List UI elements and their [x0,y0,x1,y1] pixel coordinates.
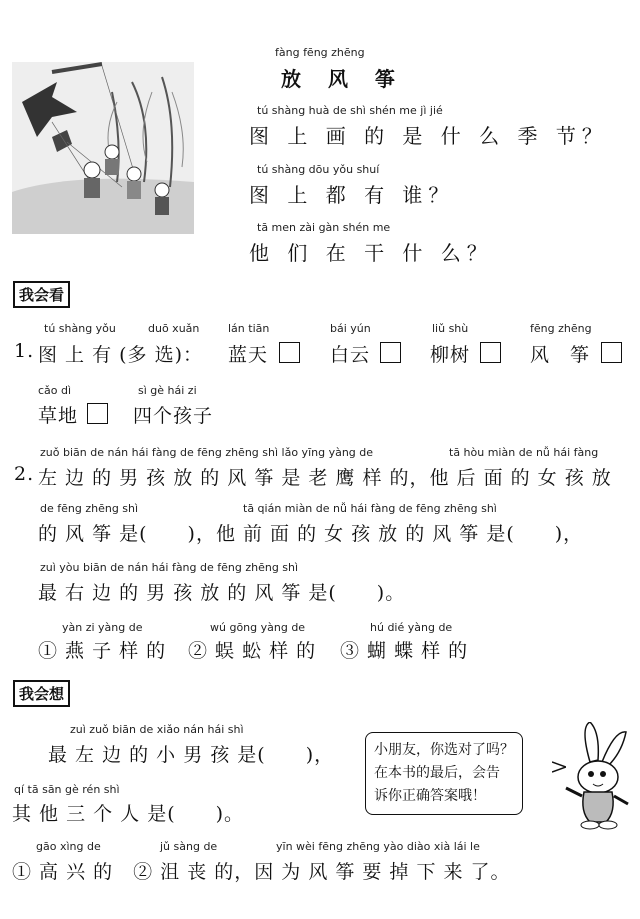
q1-opt-blue-sky: 蓝天 [228,344,269,366]
question-2-pinyin: tú shàng dōu yǒu shuí [257,163,380,176]
q1-checkbox-blue-sky[interactable] [279,342,300,363]
question-3-text: 他 们 在 干 什 么？ [249,241,493,265]
s2-line1-pinyin: zuì zuǒ biān de xiǎo nán hái shì [70,723,244,736]
q1-checkbox-white-cloud[interactable] [380,342,401,363]
q2-choice-3-pinyin: hú dié yàng de [370,621,453,634]
q2-line1-pinyin-a: zuǒ biān de nán hái fàng de fēng zhēng shì lǎo yīng yàng de [40,446,374,459]
q1-opt-grass: 草地 [38,405,79,427]
q2-line3-text: 最 右 边 的 男 孩 放 的 风 筝 是( )。 [38,582,406,604]
question-1-text: 图 上 画 的 是 什 么 季 节？ [249,124,608,148]
q1-lead: 图 上 有 (多 选)： [38,344,203,366]
q1-opt-kite: 风 筝 [530,344,591,366]
s2-line1-text: 最 左 边 的 小 男 孩 是( )， [48,744,335,766]
page-title: 放 风 筝 [281,67,405,91]
bubble-line-1: 小朋友，你选对了吗？ [374,742,514,758]
q1-opt-willow: 柳树 [430,344,471,366]
s2-line2-pinyin: qí tā sān gè rén shì [14,783,120,796]
q2-choice-3: ③ 蝴 蝶 样 的 [340,640,469,662]
q1-checkbox-grass[interactable] [87,403,108,424]
q2-line3-pinyin: zuì yòu biān de nán hái fàng de fēng zhēng shì [40,561,299,574]
q1-pinyin-c: lán tiān [228,322,270,335]
q1-pinyin-f: fēng zhēng [530,322,592,335]
question-2-text: 图 上 都 有 谁？ [249,183,455,207]
q1-pinyin-a: tú shàng yǒu [44,322,116,335]
title-pinyin: fàng fēng zhēng [275,46,365,59]
q1-pinyin-d: bái yún [330,322,371,335]
section-label-look: 我会看 [13,281,70,308]
rabbit-mascot-icon [560,722,634,830]
q1-number: 1. [14,340,35,362]
q2-line2-text: 的 风 筝 是( )，他 前 面 的 女 孩 放 的 风 筝 是( )， [38,523,584,545]
s2-line3-pinyin-a: gāo xìng de [36,840,101,853]
q2-choice-2-pinyin: wú gōng yàng de [210,621,306,634]
q2-choice-1-pinyin: yàn zi yàng de [62,621,143,634]
q2-line2-pinyin-b: tā qián miàn de nǚ hái fàng de fēng zhēng shì [243,502,497,515]
s2-line3-pinyin-c: yīn wèi fēng zhēng yào diào xià lái le [276,840,480,853]
s2-line3-pinyin-b: jǔ sàng de [160,840,218,853]
speech-bubble [365,732,523,815]
q2-line2-pinyin-a: de fēng zhēng shì [40,502,139,515]
q1-pinyin-b: duō xuǎn [148,322,200,335]
s2-line2-text: 其 他 三 个 人 是( )。 [12,803,245,825]
question-1-pinyin: tú shàng huà de shì shén me jì jié [257,104,443,117]
q1-pinyin-g: cǎo dì [38,384,72,397]
q1-opt-four-children: 四个孩子 [133,405,214,427]
q1-checkbox-willow[interactable] [480,342,501,363]
q2-choice-1: ① 燕 子 样 的 [38,640,167,662]
q2-number: 2. [14,463,35,485]
kite-flying-illustration [12,62,194,234]
bubble-line-3: 诉你正确答案哦！ [374,788,486,804]
q1-checkbox-kite[interactable] [601,342,622,363]
q2-line1-pinyin-b: tā hòu miàn de nǚ hái fàng [449,446,599,459]
q1-pinyin-h: sì gè hái zi [138,384,197,397]
question-3-pinyin: tā men zài gàn shén me [257,221,391,234]
q1-pinyin-e: liǔ shù [432,322,469,335]
section-label-think: 我会想 [13,680,70,707]
bubble-line-2: 在本书的最后，会告 [374,765,500,781]
q2-choice-2: ② 蜈 蚣 样 的 [188,640,317,662]
q2-line1-text: 左 边 的 男 孩 放 的 风 筝 是 老 鹰 样 的，他 后 面 的 女 孩 放 [38,467,612,489]
q1-opt-white-cloud: 白云 [330,344,371,366]
s2-line3-text: ① 高 兴 的 ② 沮 丧 的，因 为 风 筝 要 掉 下 来 了。 [12,861,511,883]
